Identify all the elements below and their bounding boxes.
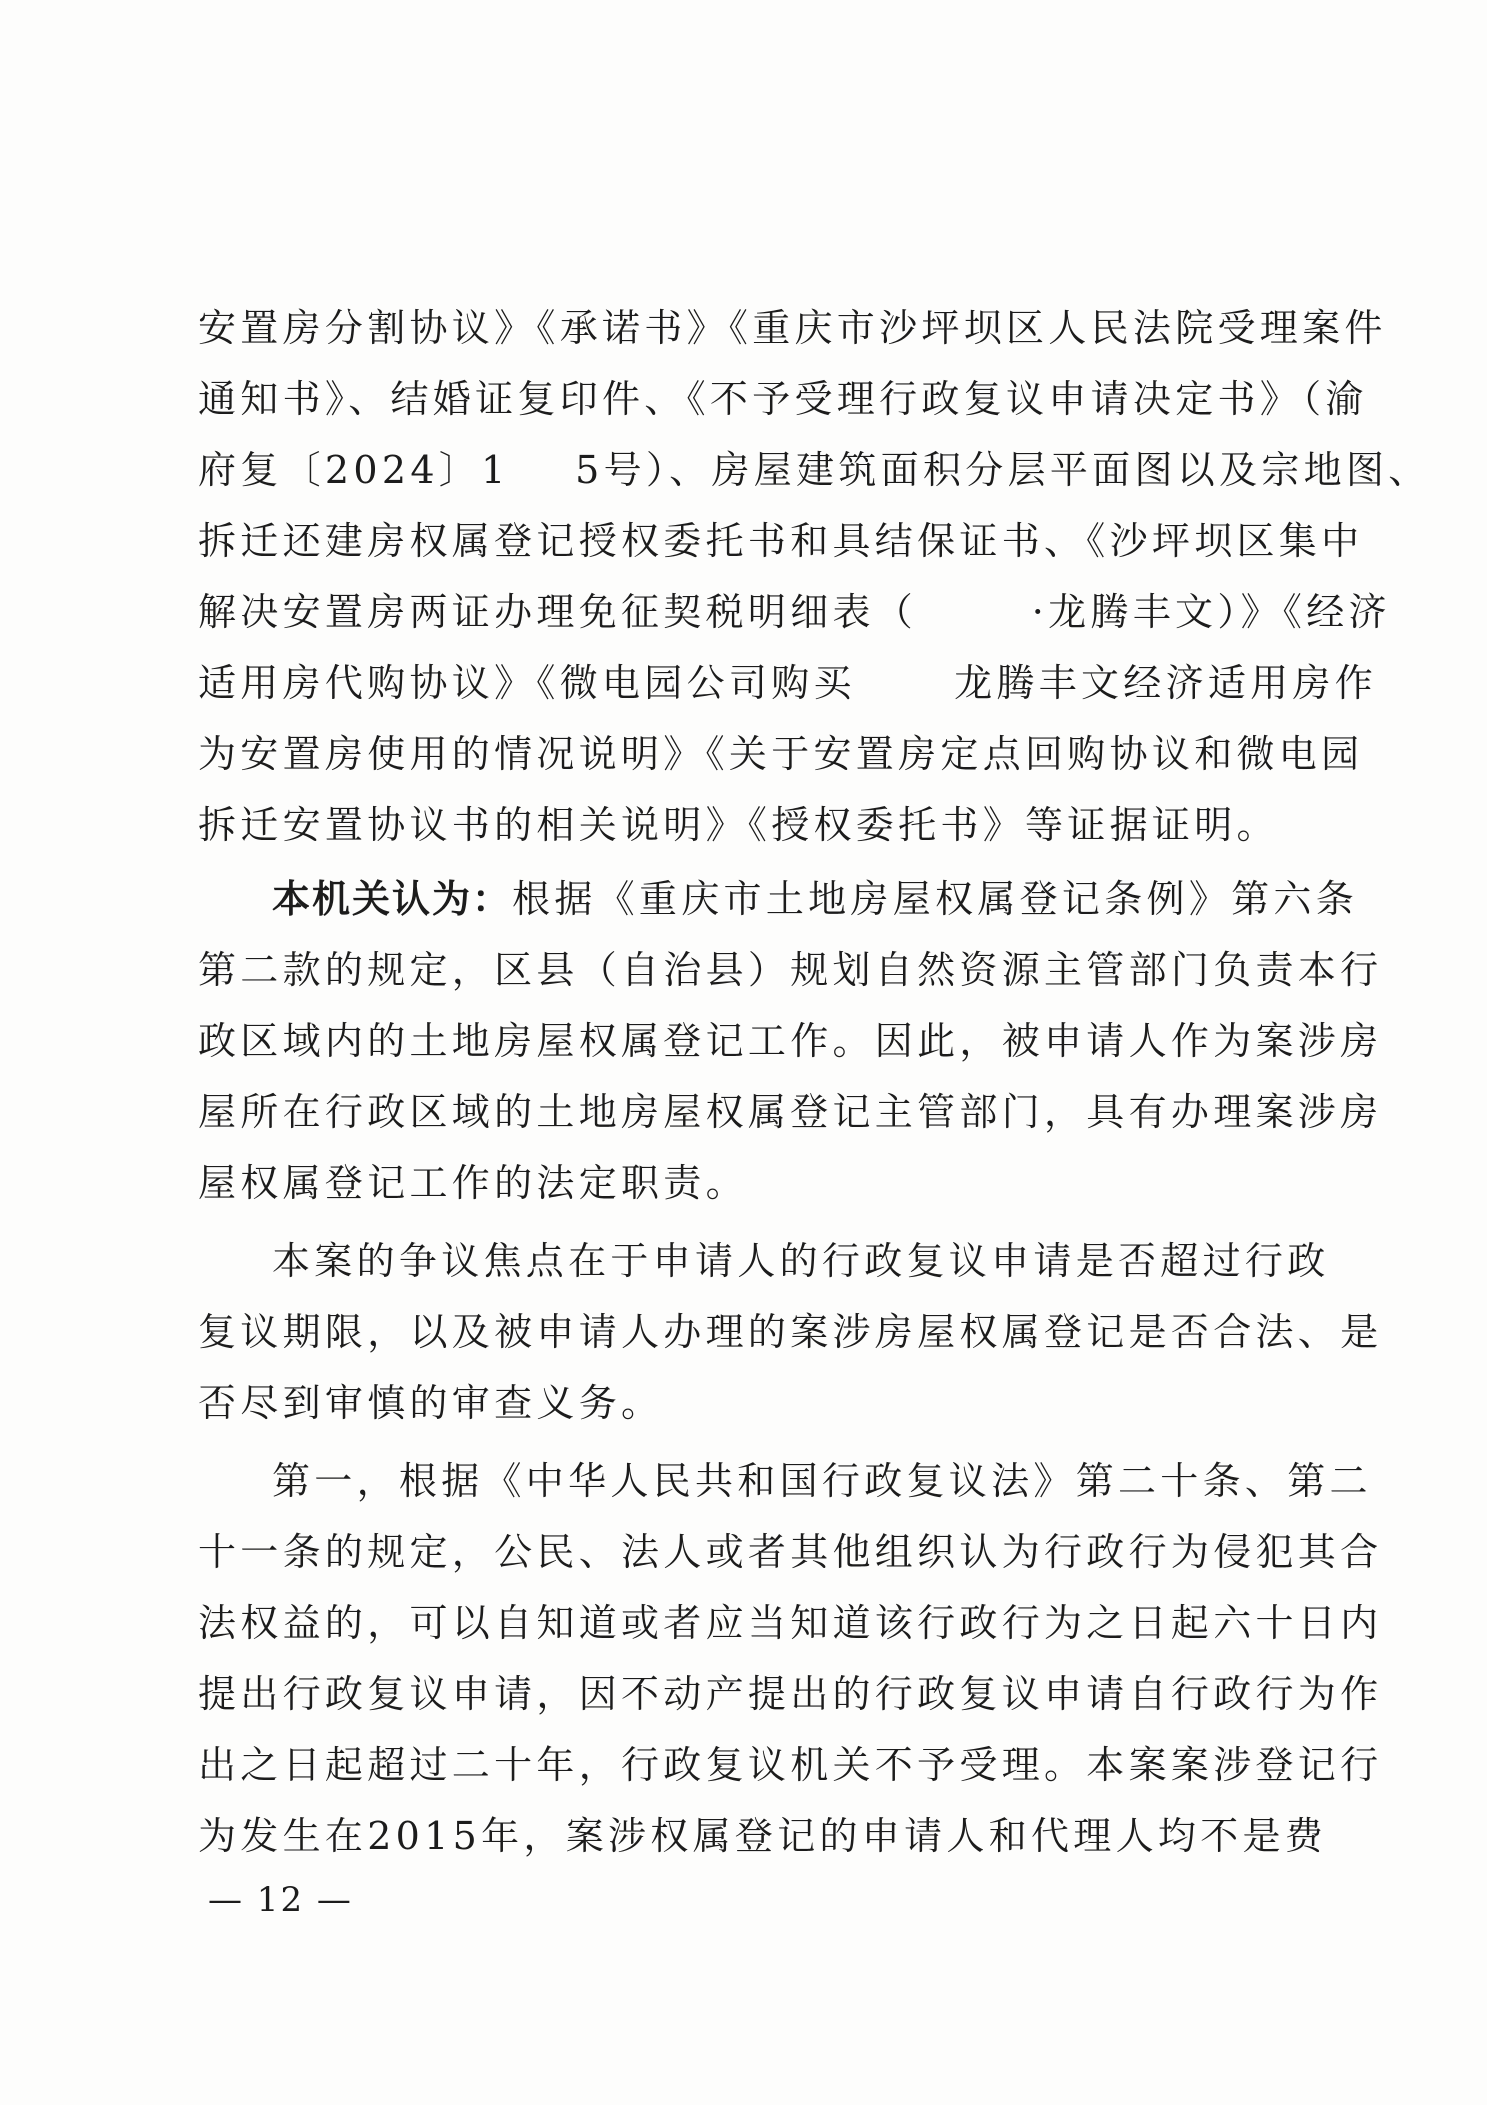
text-line: 为安置房使用的情况说明》《关于安置房定点回购协议和微电园: [198, 732, 1364, 776]
text-line: 府复〔2024〕1 5号）、房屋建筑面积分层平面图以及宗地图、: [198, 448, 1431, 492]
paragraph-opening-text: 根据《重庆市土地房屋权属登记条例》第六条: [512, 877, 1359, 921]
text-line: 屋权属登记工作的法定职责。: [198, 1161, 748, 1205]
text-line: 复议期限，以及被申请人办理的案涉房屋权属登记是否合法、是: [198, 1310, 1383, 1354]
text-line: 政区域内的土地房屋权属登记工作。因此，被申请人作为案涉房: [198, 1019, 1383, 1063]
page-number: — 12 —: [208, 1880, 353, 1920]
text-line: 拆迁安置协议书的相关说明》《授权委托书》等证据证明。: [198, 803, 1279, 847]
text-line: 通知书》、结婚证复印件、《不予受理行政复议申请决定书》（渝: [198, 377, 1368, 421]
paragraph-lead-bold: 本机关认为：: [272, 877, 513, 921]
text-line: 本案的争议焦点在于申请人的行政复议申请是否超过行政: [272, 1239, 1330, 1283]
text-line: 安置房分割协议》《承诺书》《重庆市沙坪坝区人民法院受理案件: [198, 306, 1387, 350]
text-line: 为发生在2015年，案涉权属登记的申请人和代理人均不是费: [198, 1814, 1328, 1858]
text-line: 屋所在行政区域的土地房屋权属登记主管部门，具有办理案涉房: [198, 1090, 1383, 1134]
text-line: 出之日起超过二十年，行政复议机关不予受理。本案案涉登记行: [198, 1743, 1383, 1787]
text-line: 拆迁还建房权属登记授权委托书和具结保证书、《沙坪坝区集中: [198, 519, 1364, 563]
text-line: 否尽到审慎的审查义务。: [198, 1381, 664, 1425]
text-line: 解决安置房两证办理免征契税明细表（ ·龙腾丰文）》《经济: [198, 590, 1391, 634]
text-line: 提出行政复议申请，因不动产提出的行政复议申请自行政行为作: [198, 1672, 1383, 1716]
text-line: 第二款的规定，区县（自治县）规划自然资源主管部门负责本行: [198, 948, 1383, 992]
text-line: 第一，根据《中华人民共和国行政复议法》第二十条、第二: [272, 1459, 1372, 1503]
text-line: 法权益的，可以自知道或者应当知道该行政行为之日起六十日内: [198, 1601, 1383, 1645]
paragraph-opening-line: [272, 869, 1359, 929]
text-line: 适用房代购协议》《微电园公司购买 龙腾丰文经济适用房作: [198, 661, 1378, 705]
text-line: 十一条的规定，公民、法人或者其他组织认为行政行为侵犯其合: [198, 1530, 1383, 1574]
